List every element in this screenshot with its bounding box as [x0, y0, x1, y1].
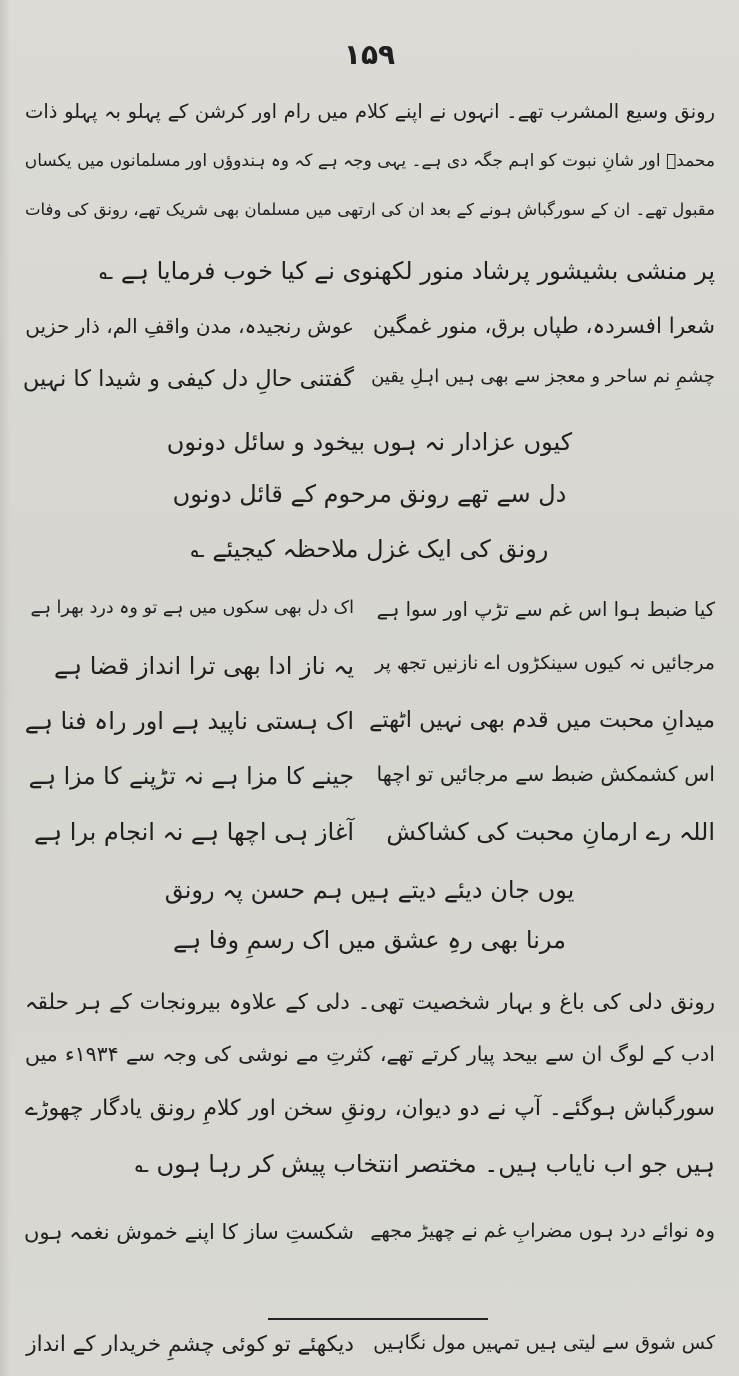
ghazal-verse-right: اس کشمکش ضبط سے مرجائیں تو اچھا — [376, 762, 715, 786]
ghazal-verse-left: آغاز ہی اچھا ہے نہ انجام برا ہے — [33, 818, 354, 846]
elegy-verse-left: عوش رنجیدہ، مدن واقفِ الم، ذار حزیں — [25, 314, 354, 338]
selection-verse-left: شکستِ ساز کا اپنے خموش نغمہ ہوں — [23, 1220, 354, 1244]
divider-rule — [268, 1318, 488, 1320]
ghazal-verse-left: اک دل بھی سکوں میں ہے تو وہ درد بھرا ہے — [30, 598, 354, 618]
ghazal-verse-right: اللہ رے ارمانِ محبت کی کشاکش — [386, 818, 715, 846]
ghazal-verse-right: مرجائیں نہ کیوں سینکڑوں اے نازنیں تجھ پر — [375, 652, 715, 674]
ghazal-verse-right: کیا ضبط ہوا اس غم سے تڑپ اور سوا ہے — [376, 598, 715, 621]
ghazal-intro: رونق کی ایک غزل ملاحظہ کیجیئے ؎ — [190, 535, 549, 563]
selection-verse-right: وہ نوائے درد ہوں مضرابِ غم نے چھیڑ مجھے — [370, 1220, 715, 1242]
footer-verse-right: کس شوق سے لیتی ہیں تمہیں مول نگاہیں — [373, 1332, 715, 1354]
ghazal-verse-right: میدانِ محبت میں قدم بھی نہیں اٹھتے — [369, 707, 715, 733]
prose-line: رونق دلی کی باغ و بہار شخصیت تھی۔ دلی کے علاوہ بیرونجات کے ہر حلقہ — [25, 990, 715, 1015]
elegy-couplet-line: کیوں عزادار نہ ہوں بیخود و سائل دونوں — [166, 428, 573, 456]
ghazal-verse-left: جینے کا مزا ہے نہ تڑپنے کا مزا ہے — [28, 762, 354, 790]
elegy-couplet-line: دل سے تھے رونق مرحوم کے قائل دونوں — [172, 480, 567, 508]
maqta-line: مرنا بھی رہِ عشق میں اک رسمِ وفا ہے — [173, 926, 566, 954]
prose-line: ادب کے لوگ ان سے بیحد پیار کرتے تھے، کثرتِ مے نوشی کی وجہ سے ۱۹۳۴ء میں — [25, 1042, 715, 1066]
maqta-line: یوں جان دیئے دیتے ہیں ہم حسن پہ رونق — [164, 876, 575, 904]
elegy-verse-right: چشمِ نم ساحر و معجز سے بھی ہیں اہلِ یقین — [371, 366, 715, 387]
elegy-verse-right: شعرا افسردہ، طپاں برق، منور غمگین — [372, 314, 715, 339]
ghazal-verse-left: اک ہستی ناپید ہے اور راہ فنا ہے — [24, 707, 354, 735]
prose-line: رونق وسیع المشرب تھے۔ انہوں نے اپنے کلام میں رام اور کرشن کے پہلو بہ پہلو ذات — [25, 100, 715, 123]
page-number: ۱۵۹ — [343, 38, 396, 71]
elegy-verse-left: گفتنی حالِ دل کیفی و شیدا کا نہیں — [22, 366, 354, 392]
prose-line: محمدؐ اور شانِ نبوت کو اہم جگہ دی ہے۔ یہی وجہ ہے کہ وہ ہندوؤں اور مسلمانوں میں یکساں — [24, 151, 715, 171]
prose-line: سورگباش ہوگئے۔ آپ نے دو دیوان، رونقِ سخن اور کلامِ رونق یادگار چھوڑے — [25, 1096, 715, 1121]
prose-line: مقبول تھے۔ ان کے سورگباش ہونے کے بعد ان کی ارتھی میں مسلمان بھی شریک تھے، رونق کی وفات — [25, 200, 715, 219]
prose-line: پر منشی بشیشور پرشاد منور لکھنوی نے کیا خوب فرمایا ہے ؎ — [99, 257, 715, 285]
prose-line: ہیں جو اب نایاب ہیں۔ مختصر انتخاب پیش کر رہا ہوں ؎ — [134, 1150, 715, 1178]
ghazal-verse-left: یہ ناز ادا بھی ترا انداز قضا ہے — [53, 652, 354, 680]
footer-verse-left: دیکھئے تو کوئی چشمِ خریدار کے انداز — [26, 1332, 354, 1357]
